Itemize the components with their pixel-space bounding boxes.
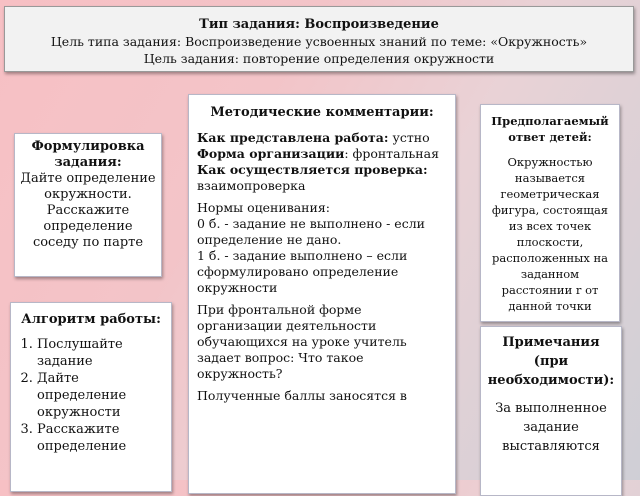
- task-formulation-title: Формулировка задания:: [31, 139, 145, 170]
- task-type-goal: Цель типа задания: Воспроизведение усвоенных знаний по теме: «Окружность»: [50, 34, 588, 49]
- frontal-paragraph: При фронтальной форме организации деятельности обучающихся на уроке учитель задает вопрос: Что такое окружность?: [197, 302, 407, 381]
- algorithm-step: 1. Послушайте задание: [37, 336, 163, 370]
- method-comments-title: Методические комментарии:: [210, 105, 434, 120]
- task-header: [4, 6, 634, 72]
- task-formulation-text: Дайте определение окружности. Расскажите определение соседу по парте: [20, 171, 156, 250]
- task-type: Тип задания: Воспроизведение: [199, 17, 439, 32]
- algorithm-step: 2. Дайте определение окружности: [37, 370, 163, 421]
- check-label: Как осуществляется проверка:: [197, 162, 428, 177]
- notes-text: За выполненное задание выставляются: [495, 401, 607, 454]
- organization-value: : фронтальная: [344, 146, 439, 161]
- presentation-label: Как представлена работа:: [197, 130, 389, 145]
- organization-label: Форма организации: [197, 146, 345, 161]
- task-goal: Цель задания: повторение определения окружности: [143, 51, 495, 66]
- check-value: взаимопроверка: [197, 178, 306, 193]
- scores-paragraph: Полученные баллы заносятся в: [197, 388, 407, 403]
- notes-box: [480, 326, 622, 496]
- norms-title: Нормы оценивания:: [197, 200, 330, 215]
- algorithm-steps: [19, 336, 163, 455]
- notes-title: Примечания (при необходимости):: [487, 335, 615, 388]
- expected-answer-box: [480, 104, 620, 322]
- expected-answer-title: Предполагаемый ответ детей:: [491, 114, 609, 144]
- norm-one: 1 б. - задание выполнено – если сформулировано определение окружности: [197, 248, 408, 295]
- expected-answer-text: Окружностью называется геометрическая фигура, состоящая из всех точек плоскости, расположенных на заданном расстоянии r от данной точки: [491, 155, 609, 313]
- presentation-value: устно: [392, 130, 430, 145]
- method-comments-box: [188, 94, 456, 494]
- norms-block: [197, 200, 447, 296]
- algorithm-title: Алгоритм работы:: [21, 312, 161, 327]
- algorithm-step: 3. Расскажите определение: [37, 421, 163, 455]
- algorithm-box: [10, 302, 172, 492]
- norm-zero: 0 б. - задание не выполнено - если определение не дано.: [197, 216, 425, 247]
- task-formulation-box: [14, 133, 162, 277]
- presentation-line: [197, 130, 447, 194]
